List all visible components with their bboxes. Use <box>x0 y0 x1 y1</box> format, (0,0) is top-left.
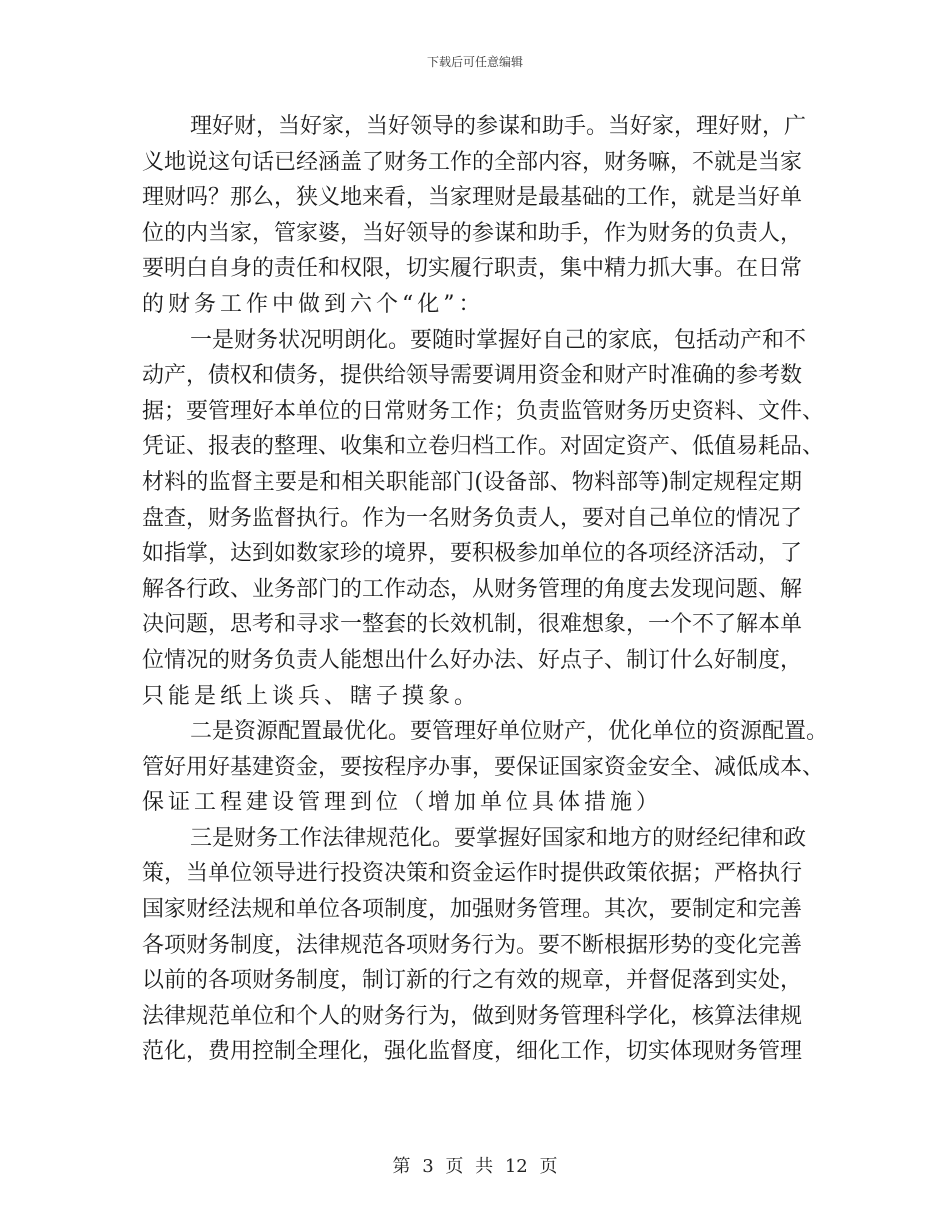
paragraph-line: 管好用好基建资金，要按程序办事，要保证国家资金安全、减低成本、 <box>142 754 825 780</box>
paragraph-line: 国家财经法规和单位各项制度，加强财务管理。其次，要制定和完善 <box>142 897 803 923</box>
paragraph-line: 决问题，思考和寻求一整套的长效机制，很难想象，一个不了解本单 <box>142 612 803 638</box>
paragraph-line: 位的内当家，管家婆，当好领导的参谋和助手，作为财务的负责人， <box>142 220 803 246</box>
paragraph-line: 解各行政、业务部门的工作动态，从财务管理的角度去发现问题、解 <box>142 576 803 602</box>
paragraph-line: 义地说这句话已经涵盖了财务工作的全部内容，财务嘛，不就是当家 <box>142 149 803 175</box>
paragraph-line: 范化，费用控制全理化，强化监督度，细化工作，切实体现财务管理 <box>142 1039 803 1065</box>
paragraph-line: 如指掌，达到如数家珍的境界，要积极参加单位的各项经济活动，了 <box>142 541 803 567</box>
document-body <box>142 109 829 1070</box>
paragraph-line: 策，当单位领导进行投资决策和资金运作时提供政策依据；严格执行 <box>142 861 803 887</box>
paragraph-line: 各项财务制度，法律规范各项财务行为。要不断根据形势的变化完善 <box>142 932 803 958</box>
paragraph-line: 二是资源配置最优化。要管理好单位财产，优化单位的资源配置。 <box>190 719 829 745</box>
paragraph-line: 只能是纸上谈兵、瞎子摸象。 <box>142 683 481 709</box>
paragraph-line: 据；要管理好本单位的日常财务工作；负责监管财务历史资料、文件、 <box>142 398 825 424</box>
paragraph-line: 的财务工作中做到六个“化”： <box>142 291 485 317</box>
paragraph-line: 盘查，财务监督执行。作为一名财务负责人，要对自己单位的情况了 <box>142 505 803 531</box>
paragraph-line: 三是财务工作法律规范化。要掌握好国家和地方的财经纪律和政 <box>190 825 807 851</box>
page-number: 第 3 页 共 12 页 <box>392 1156 558 1177</box>
paragraph-line: 位情况的财务负责人能想出什么好办法、好点子、制订什么好制度， <box>142 647 803 673</box>
paragraph-line: 动产，债权和债务，提供给领导需要调用资金和财产时准确的参考数 <box>142 363 803 389</box>
paragraph-line: 理好财，当好家，当好领导的参谋和助手。当好家，理好财，广 <box>190 114 807 139</box>
paragraph-line: 材料的监督主要是和相关职能部门(设备部、物料部等)制定规程定期 <box>142 469 802 495</box>
paragraph-line: 凭证、报表的整理、收集和立卷归档工作。对固定资产、低值易耗品、 <box>142 434 825 460</box>
paragraph-line: 一是财务状况明朗化。要随时掌握好自己的家底，包括动产和不 <box>190 327 807 353</box>
paragraph-line: 法律规范单位和个人的财务行为，做到财务管理科学化，核算法律规 <box>142 1003 803 1029</box>
paragraph-line: 理财吗？那么，狭义地来看，当家理财是最基础的工作，就是当好单 <box>142 185 803 211</box>
page-header: 下载后可任意编辑 <box>426 55 523 69</box>
paragraph-line: 保证工程建设管理到位（增加单位具体措施） <box>142 790 663 816</box>
paragraph-line: 以前的各项财务制度，制订新的行之有效的规章，并督促落到实处， <box>142 968 803 994</box>
paragraph-line: 要明白自身的责任和权限，切实履行职责，集中精力抓大事。在日常 <box>142 256 803 282</box>
